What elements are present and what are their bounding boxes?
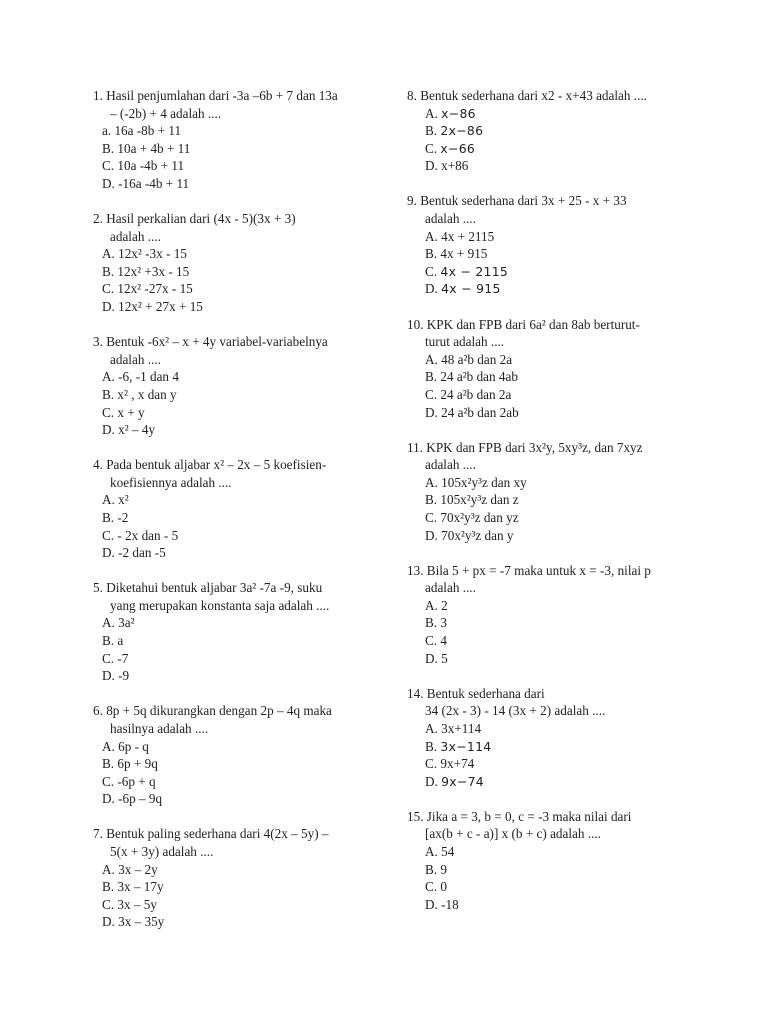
question-line: koefisiennya adalah .... [110,474,232,490]
answer-option: B. 10a + 4b + 11 [102,140,191,156]
answer-options [407,351,707,421]
question-line: 34 (2x - 3) - 14 (3x + 2) adalah .... [425,703,606,719]
answer-option [407,157,707,175]
answer-option: C. -6p + q [102,773,156,789]
option-value: 9x+74 [440,756,475,772]
option-label: A. [425,228,442,244]
option-label: D. [425,404,442,420]
question-text [93,87,393,122]
option-value: 105x²y³z dan z [440,492,519,508]
question-line: adalah .... [110,351,161,367]
question-line: 5. Diketahui bentuk aljabar 3a² -7a -9, suku [93,580,323,596]
answer-option [407,650,707,668]
option-value: 24 a²b dan 2ab [441,404,519,420]
answer-option: C. 10a -4b + 11 [102,158,185,174]
answer-option [407,738,707,756]
question-line: turut adalah .... [425,334,505,350]
question-text [407,87,707,105]
answer-options [93,245,393,315]
option-value: 70x²y³z dan y [441,527,514,543]
answer-option: A. x² [102,492,129,508]
option-label: C. [425,263,441,279]
answer-option [407,597,707,615]
answer-option: B. 3x – 17y [102,879,164,895]
answer-option [407,878,707,896]
answer-options [93,122,393,192]
option-label: D. [425,281,442,297]
question-line: adalah .... [425,211,476,227]
question-line: – (-2b) + 4 adalah .... [110,105,222,121]
answer-options [407,105,707,175]
option-label: A. [425,105,442,121]
option-label: D. [425,773,442,789]
answer-option [407,755,707,773]
option-label: C. [425,140,441,156]
answer-option [407,280,707,298]
answer-option: B. 12x² +3x - 15 [102,263,190,279]
option-label: D. [425,650,442,666]
option-value: 2 [441,597,448,613]
question-line: 2. Hasil perkalian dari (4x - 5)(3x + 3) [93,211,296,227]
question-text [93,825,393,860]
question-line: yang merupakan konstanta saja adalah .... [110,597,330,613]
question-line: adalah .... [110,228,161,244]
answer-option [407,527,707,545]
answer-option: C. 12x² -27x - 15 [102,281,193,297]
question [93,87,393,193]
option-label: A. [425,720,442,736]
question-text [407,192,707,227]
answer-option: A. 3a² [102,615,135,631]
question-line: hasilnya adalah .... [110,720,209,736]
answer-option: D. -16a -4b + 11 [102,175,190,191]
question-text [407,439,707,474]
question-line: 4. Pada bentuk aljabar x² – 2x – 5 koefisien- [93,457,327,473]
option-value: x+86 [441,158,469,174]
option-value: 48 a²b dan 2a [441,351,513,367]
option-value: 70x²y³z dan yz [440,509,519,525]
option-label: A. [425,597,442,613]
option-label: B. [425,492,441,508]
answer-option: C. -7 [102,650,129,666]
answer-option [407,140,707,158]
answer-option [407,773,707,791]
question-text [407,685,707,720]
option-label: B. [425,369,441,385]
question [407,808,707,914]
answer-option: a. 16a -8b + 11 [102,123,182,139]
question-text [93,333,393,368]
question [93,825,393,931]
left-column [93,87,393,948]
answer-option [407,861,707,879]
answer-option [407,491,707,509]
answer-options [93,368,393,438]
option-label: C. [425,633,441,649]
question-line: 6. 8p + 5q dikurangkan dengan 2p – 4q maka [93,703,332,719]
question-text [93,210,393,245]
option-value: 4x − 2115 [440,263,509,279]
answer-option [407,509,707,527]
question [407,562,707,668]
option-value: 54 [441,843,455,859]
option-value: 3x−114 [440,738,492,754]
answer-option: D. -9 [102,668,130,684]
question [407,192,707,298]
option-value: 0 [440,879,447,895]
answer-option [407,105,707,123]
answer-option [407,245,707,263]
answer-option: D. 3x – 35y [102,914,165,930]
option-value: 3 [440,615,447,631]
answer-option [407,720,707,738]
answer-option: A. 12x² -3x - 15 [102,246,187,262]
answer-option [407,122,707,140]
answer-option [407,843,707,861]
answer-options [407,843,707,913]
question-text [407,808,707,843]
question [407,316,707,422]
option-label: B. [425,246,441,262]
option-label: D. [425,158,442,174]
question [93,702,393,808]
option-label: B. [425,861,441,877]
question [93,456,393,562]
option-value: 105x²y³z dan xy [441,474,527,490]
option-label: A. [425,474,442,490]
answer-option: B. x² , x dan y [102,386,177,402]
question-text [407,316,707,351]
option-label: B. [425,615,441,631]
answer-option [407,351,707,369]
question-line: 8. Bentuk sederhana dari x2 - x+43 adalah .... [407,88,647,103]
answer-option: D. x² – 4y [102,422,156,438]
question-text [407,562,707,597]
question-line: 7. Bentuk paling sederhana dari 4(2x – 5y) – [93,826,329,842]
answer-option [407,896,707,914]
question-line: 1. Hasil penjumlahan dari -3a –6b + 7 dan 13a [93,88,338,103]
option-value: 9 [440,861,447,877]
question-line: 15. Jika a = 3, b = 0, c = -3 maka nilai dari [407,808,632,824]
answer-option: C. x + y [102,404,145,420]
answer-option: B. a [102,633,124,649]
option-label: A. [425,843,442,859]
option-value: 4x − 915 [441,281,501,297]
question [407,685,707,791]
right-column [407,87,707,931]
answer-option: D. -2 dan -5 [102,545,166,561]
question [407,439,707,545]
option-value: x−86 [441,105,476,121]
option-label: B. [425,738,441,754]
answer-option [407,474,707,492]
option-value: 4 [440,633,447,649]
answer-option [407,386,707,404]
answer-option: D. -6p – 9q [102,791,163,807]
question-line: 14. Bentuk sederhana dari [407,685,545,701]
option-label: C. [425,879,441,895]
question-line: 3. Bentuk -6x² – x + 4y variabel-variabelnya [93,334,328,350]
option-label: D. [425,527,442,543]
answer-options [93,491,393,561]
answer-option [407,263,707,281]
question-line: 13. Bila 5 + px = -7 maka untuk x = -3, nilai p [407,562,651,578]
option-label: B. [425,123,441,139]
option-label: D. [425,896,442,912]
answer-option [407,228,707,246]
answer-options [93,614,393,684]
option-label: C. [425,756,441,772]
answer-option [407,404,707,422]
option-label: C. [425,509,441,525]
answer-option [407,632,707,650]
question-line: 9. Bentuk sederhana dari 3x + 25 - x + 33 [407,193,627,209]
option-value: 9x−74 [441,773,484,789]
question-text [93,579,393,614]
answer-options [407,228,707,298]
option-value: 2x−86 [440,123,484,139]
option-value: 24 a²b dan 2a [440,386,512,402]
question-text [93,456,393,491]
answer-option: A. 3x – 2y [102,861,158,877]
option-value: x−66 [440,140,476,156]
answer-option: A. 6p - q [102,738,149,754]
answer-options [407,474,707,544]
option-value: 4x + 915 [440,246,488,262]
answer-options [407,720,707,790]
answer-option: B. -2 [102,509,129,525]
answer-options [407,597,707,667]
question-line: 10. KPK dan FPB dari 6a² dan 8ab berturut- [407,316,640,332]
option-value: -18 [441,896,459,912]
answer-option [407,368,707,386]
question-line: [ax(b + c - a)] x (b + c) adalah .... [425,826,601,842]
answer-option: D. 12x² + 27x + 15 [102,299,203,315]
question [93,579,393,685]
answer-option: A. -6, -1 dan 4 [102,369,179,385]
question [93,333,393,439]
answer-options [93,861,393,931]
question [93,210,393,316]
question-line: adalah .... [425,580,476,596]
question [407,87,707,175]
option-value: 5 [441,650,448,666]
answer-options [93,738,393,808]
answer-option [407,614,707,632]
option-value: 4x + 2115 [441,228,495,244]
question-line: 5(x + 3y) adalah .... [110,843,214,859]
question-line: 11. KPK dan FPB dari 3x²y, 5xy³z, dan 7xyz [407,439,643,455]
option-value: 24 a²b dan 4ab [440,369,518,385]
question-line: adalah .... [425,457,476,473]
option-value: 3x+114 [441,720,482,736]
answer-option: C. 3x – 5y [102,896,157,912]
answer-option: C. - 2x dan - 5 [102,527,179,543]
option-label: A. [425,351,442,367]
answer-option: B. 6p + 9q [102,756,158,772]
option-label: C. [425,386,441,402]
question-text [93,702,393,737]
